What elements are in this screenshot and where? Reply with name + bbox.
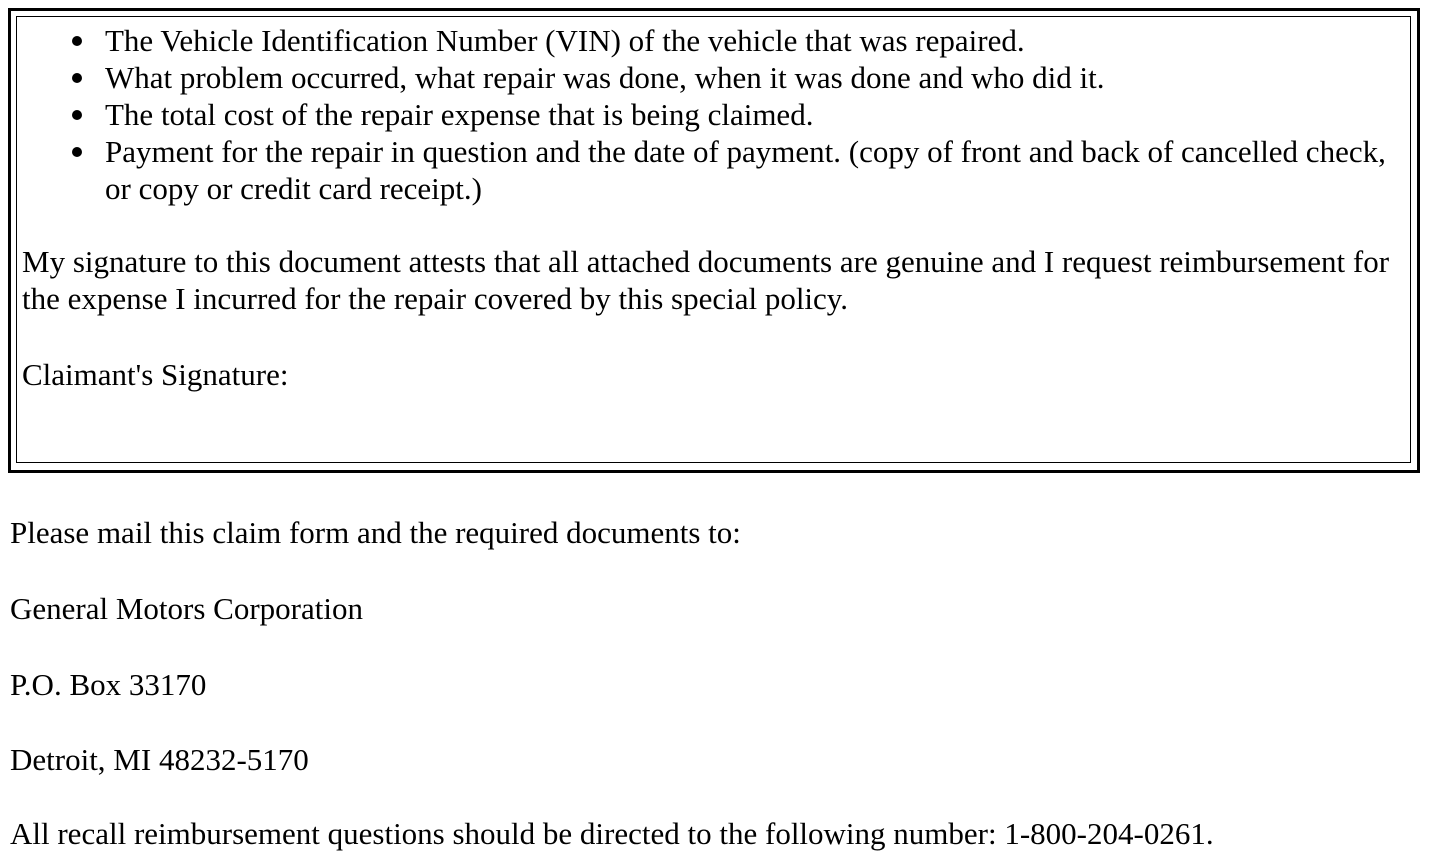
list-item bbox=[105, 96, 1405, 133]
bullet-icon bbox=[72, 147, 82, 157]
contact-phone-note: All recall reimbursement questions should be directed to the following number: 1-800-204-0261. bbox=[10, 816, 1214, 851]
bullet-icon bbox=[72, 73, 82, 83]
list-item-text: The total cost of the repair expense that is being claimed. bbox=[105, 97, 814, 132]
mailing-company: General Motors Corporation bbox=[10, 591, 363, 626]
list-item bbox=[105, 133, 1405, 207]
claim-form-box bbox=[8, 8, 1420, 473]
list-item bbox=[105, 22, 1405, 59]
mailing-instruction: Please mail this claim form and the required documents to: bbox=[10, 515, 741, 550]
bullet-icon bbox=[72, 110, 82, 120]
list-item bbox=[105, 59, 1405, 96]
required-documents-list bbox=[105, 22, 1405, 207]
list-item-text: The Vehicle Identification Number (VIN) of the vehicle that was repaired. bbox=[105, 23, 1025, 58]
claim-form-inner-box bbox=[16, 16, 1411, 463]
attestation-statement: My signature to this document attests that all attached documents are genuine and I request reimbursement for the expense I incurred for the repair covered by this special policy. bbox=[22, 244, 1390, 316]
list-item-text: Payment for the repair in question and the date of payment. (copy of front and back of cancelled check, or copy or credit card receipt.) bbox=[105, 134, 1386, 206]
mailing-po-box: P.O. Box 33170 bbox=[10, 667, 207, 702]
mailing-city-state-zip: Detroit, MI 48232-5170 bbox=[10, 742, 309, 777]
list-item-text: What problem occurred, what repair was done, when it was done and who did it. bbox=[105, 60, 1105, 95]
claimant-signature-label: Claimant's Signature: bbox=[22, 357, 289, 392]
bullet-icon bbox=[72, 36, 82, 46]
